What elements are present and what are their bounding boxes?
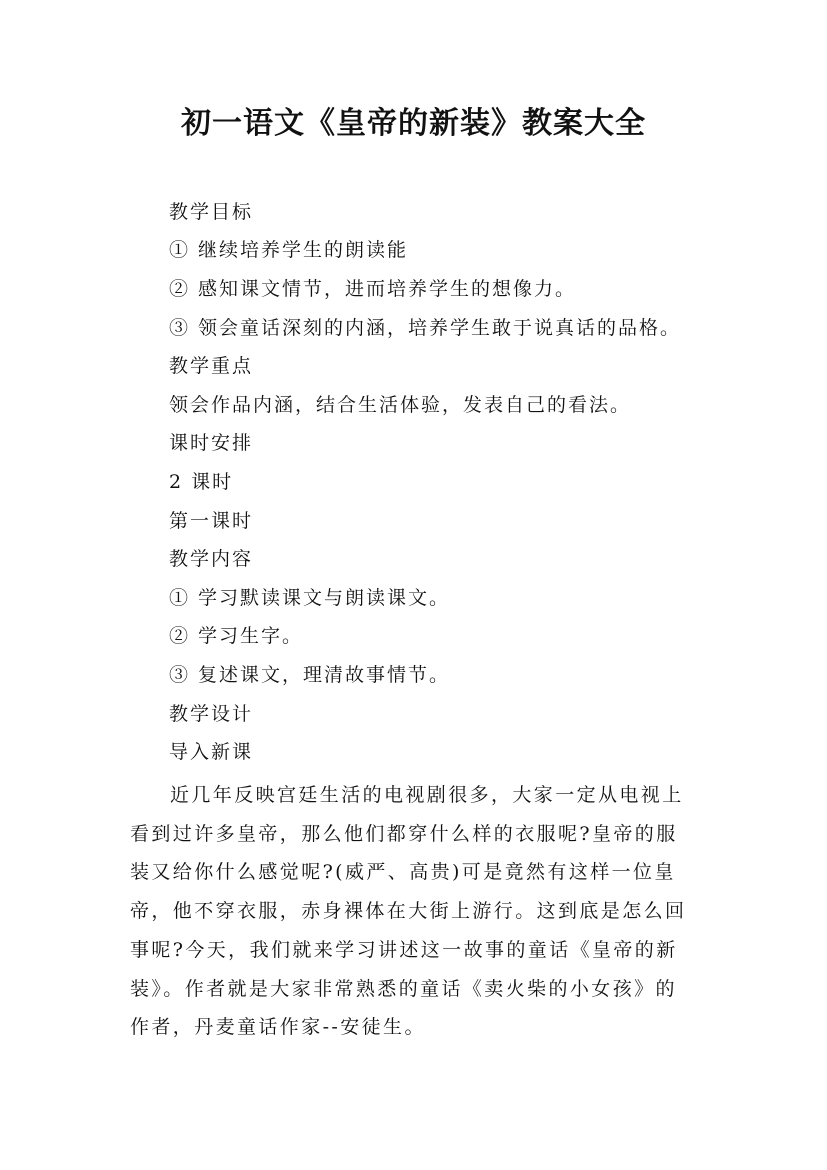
content-item-1: ① 学习默读课文与朗读课文。	[169, 587, 451, 609]
paragraph-line: 帝，他不穿衣服，赤身裸体在大街上游行。这到底是怎么回	[130, 900, 687, 923]
heading-introduction: 导入新课	[169, 741, 254, 763]
paragraph-line: 作者，丹麦童话作家--安徒生。	[130, 1016, 426, 1039]
heading-teaching-design: 教学设计	[169, 703, 254, 725]
introduction-paragraph	[130, 776, 730, 1047]
goal-item-1: ① 继续培养学生的朗读能	[169, 239, 409, 261]
goal-item-2: ② 感知课文情节，进而培养学生的想像力。	[169, 278, 577, 300]
heading-schedule: 课时安排	[169, 432, 254, 454]
heading-teaching-focus: 教学重点	[169, 355, 254, 377]
paragraph-line: 看到过许多皇帝，那么他们都穿什么样的衣服呢?皇帝的服	[130, 822, 678, 845]
focus-text: 领会作品内涵，结合生活体验，发表自己的看法。	[169, 394, 632, 416]
schedule-text: 2 课时	[169, 471, 234, 493]
goal-item-3: ③ 领会童话深刻的内涵，培养学生敢于说真话的品格。	[169, 317, 682, 339]
heading-first-lesson: 第一课时	[169, 510, 254, 532]
paragraph-line: 装》。作者就是大家非常熟悉的童话《卖火柴的小女孩》的	[130, 977, 677, 1000]
document-title: 初一语文《皇帝的新装》教案大全	[181, 106, 646, 141]
content-item-3: ③ 复述课文，理清故事情节。	[169, 664, 451, 686]
heading-teaching-content: 教学内容	[169, 548, 254, 570]
paragraph-line: 装又给你什么感觉呢?(威严、高贵)可是竟然有这样一位皇	[130, 861, 676, 884]
paragraph-line: 事呢?今天，我们就来学习讲述这一故事的童话《皇帝的新	[130, 938, 678, 961]
content-item-2: ② 学习生字。	[169, 625, 304, 647]
paragraph-line: 近几年反映宫廷生活的电视剧很多，大家一定从电视上	[170, 784, 684, 806]
heading-teaching-goals: 教学目标	[169, 201, 254, 223]
